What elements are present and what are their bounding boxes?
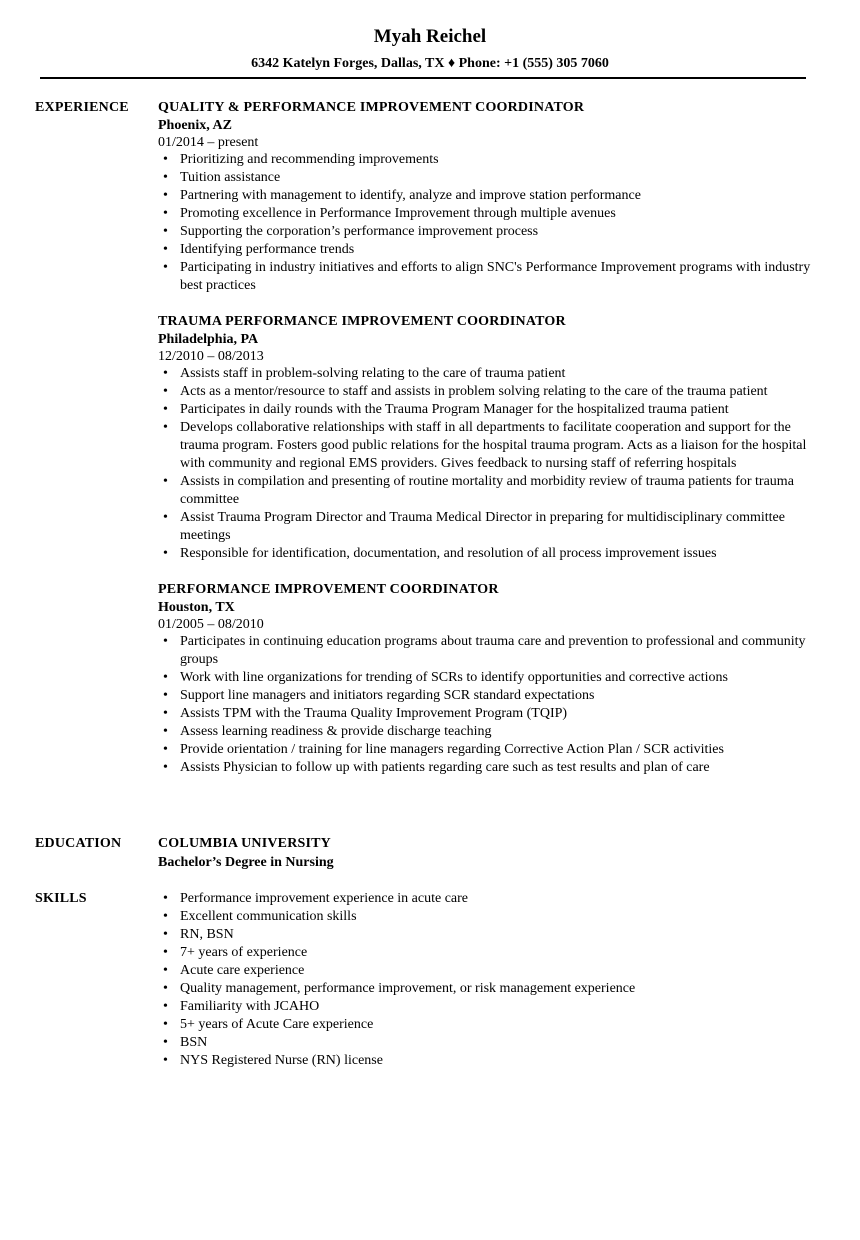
- job-bullets: [158, 633, 818, 777]
- bullet-item: • Participates in continuing education programs about trauma care and prevention to professional and community groups: [158, 633, 818, 669]
- section-label-skills: SKILLS: [35, 891, 87, 906]
- job-bullets: [158, 365, 818, 563]
- skill-item: • Excellent communication skills: [158, 908, 818, 926]
- bullet-item: • Provide orientation / training for line managers regarding Corrective Action Plan / SCR activities: [158, 741, 818, 759]
- job-location: Philadelphia, PA: [158, 332, 259, 347]
- skill-item: • BSN: [158, 1034, 818, 1052]
- skill-item: • Acute care experience: [158, 962, 818, 980]
- bullet-item: • Participates in daily rounds with the Trauma Program Manager for the hospitalized trauma patient: [158, 401, 818, 419]
- bullet-item: • Partnering with management to identify, analyze and improve station performance: [158, 187, 818, 205]
- bullet-item: • Assists Physician to follow up with patients regarding care such as test results and plan of care: [158, 759, 818, 777]
- school-name: COLUMBIA UNIVERSITY: [158, 836, 331, 851]
- resume-header: [0, 24, 860, 74]
- bullet-item: • Assists in compilation and presenting of routine mortality and morbidity review of trauma patients for trauma committee: [158, 473, 818, 509]
- section-label-education: EDUCATION: [35, 836, 122, 851]
- job-title: QUALITY & PERFORMANCE IMPROVEMENT COORDINATOR: [158, 100, 585, 115]
- skill-item: • RN, BSN: [158, 926, 818, 944]
- skill-item: • Familiarity with JCAHO: [158, 998, 818, 1016]
- bullet-item: • Promoting excellence in Performance Improvement through multiple avenues: [158, 205, 818, 223]
- bullet-item: • Responsible for identification, documentation, and resolution of all process improvement issues: [158, 545, 818, 563]
- job-dates: 01/2005 – 08/2010: [158, 617, 264, 632]
- bullet-item: • Acts as a mentor/resource to staff and assists in problem solving relating to the care of the trauma patient: [158, 383, 818, 401]
- job-entry: [158, 313, 818, 563]
- bullet-item: • Assists staff in problem-solving relating to the care of trauma patient: [158, 365, 818, 383]
- candidate-name: Myah Reichel: [373, 26, 487, 47]
- bullet-item: • Develops collaborative relationships with staff in all departments to facilitate cooperation and support for the trauma program. Fosters good public relations for the hospital trauma program. Acts as a liaison for the hospital with community and regional EMS providers. Gives feedback to nursing staff of referring hospitals: [158, 419, 818, 473]
- job-dates: 01/2014 – present: [158, 135, 259, 150]
- job-bullets: [158, 151, 818, 295]
- skill-item: • 5+ years of Acute Care experience: [158, 1016, 818, 1034]
- bullet-item: • Support line managers and initiators regarding SCR standard expectations: [158, 687, 818, 705]
- skill-item: • Quality management, performance improvement, or risk management experience: [158, 980, 818, 998]
- job-dates: 12/2010 – 08/2013: [158, 349, 264, 364]
- education-entry: [158, 835, 818, 873]
- section-label-experience: EXPERIENCE: [35, 100, 129, 115]
- job-entry: [158, 99, 818, 295]
- job-entry: [158, 581, 818, 777]
- skill-item: • NYS Registered Nurse (RN) license: [158, 1052, 818, 1070]
- skill-item: • 7+ years of experience: [158, 944, 818, 962]
- contact-line: 6342 Katelyn Forges, Dallas, TX ♦ Phone: +1 (555) 305 7060: [251, 56, 609, 71]
- job-title: PERFORMANCE IMPROVEMENT COORDINATOR: [158, 582, 499, 597]
- header-divider: [40, 77, 806, 79]
- job-location: Houston, TX: [158, 600, 235, 615]
- bullet-item: • Supporting the corporation’s performance improvement process: [158, 223, 818, 241]
- job-location: Phoenix, AZ: [158, 118, 232, 133]
- bullet-item: • Work with line organizations for trending of SCRs to identify opportunities and corrective actions: [158, 669, 818, 687]
- skills-list: [158, 890, 818, 1070]
- bullet-item: • Prioritizing and recommending improvements: [158, 151, 818, 169]
- skills-list-container: [158, 890, 818, 1070]
- bullet-item: • Identifying performance trends: [158, 241, 818, 259]
- bullet-item: • Assists TPM with the Trauma Quality Improvement Program (TQIP): [158, 705, 818, 723]
- job-title: TRAUMA PERFORMANCE IMPROVEMENT COORDINATOR: [158, 314, 566, 329]
- bullet-item: • Participating in industry initiatives and efforts to align SNC's Performance Improvement programs with industry best practices: [158, 259, 818, 295]
- bullet-item: • Assist Trauma Program Director and Trauma Medical Director in preparing for multidisciplinary committee meetings: [158, 509, 818, 545]
- skill-item: • Performance improvement experience in acute care: [158, 890, 818, 908]
- experience-list: [158, 99, 818, 795]
- bullet-item: • Tuition assistance: [158, 169, 818, 187]
- bullet-item: • Assess learning readiness & provide discharge teaching: [158, 723, 818, 741]
- degree: Bachelor’s Degree in Nursing: [158, 855, 334, 870]
